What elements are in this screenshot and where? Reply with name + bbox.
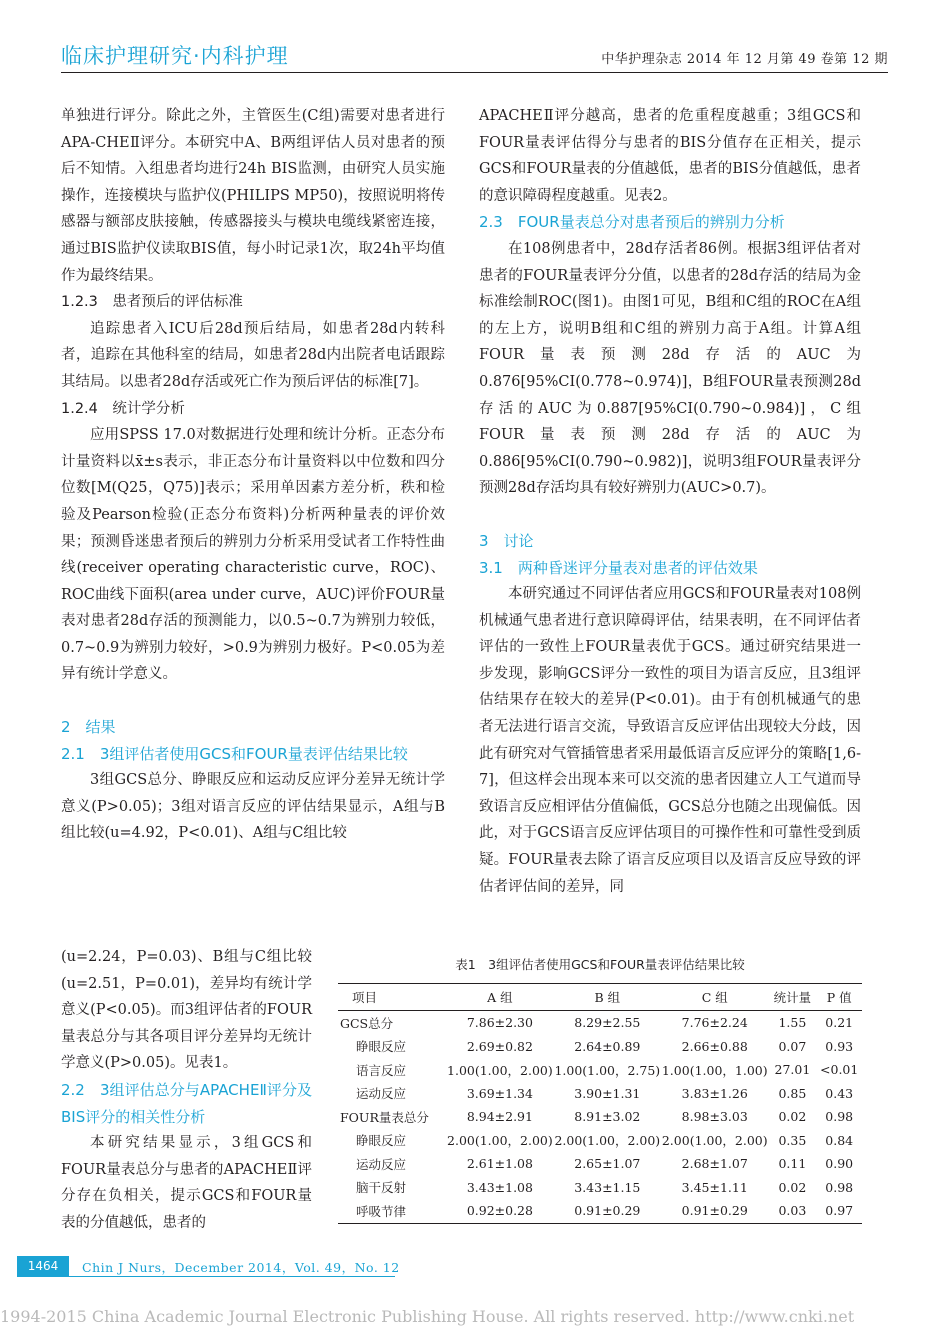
table-cell-a: 2.69±0.82: [466, 1038, 533, 1054]
section-heading: 2 结果: [61, 718, 116, 737]
table-cell-a: 2.61±1.08: [466, 1156, 533, 1172]
results-table: [338, 983, 862, 1224]
table-row: [338, 1058, 862, 1082]
right-column: [479, 103, 861, 900]
table-cell-c: 7.76±2.24: [681, 1015, 748, 1031]
table-row: [338, 1035, 862, 1059]
table-cell-c: 2.68±1.07: [681, 1156, 748, 1172]
table-cell-item: 运动反应: [356, 1156, 407, 1172]
table-cell-a: 3.43±1.08: [466, 1179, 533, 1195]
table-cell-b: 8.91±3.02: [574, 1109, 641, 1125]
table-cell-b: 3.90±1.31: [574, 1085, 641, 1101]
table-cell-c: 1.00(1.00，1.00): [661, 1062, 768, 1078]
table-cell-a: 0.92±0.28: [466, 1203, 533, 1219]
subsection-heading: 1.2.3 患者预后的评估标准: [61, 294, 243, 311]
paragraph: (u=2.24，P=0.03)、B组与C组比较(u=2.51，P=0.01)，差异均有统计学意义(P<0.05)。而3组评估者的FOUR量表总分与其各项目评分差异均无统计学意义(P>0.05)。见表1。: [61, 949, 312, 1072]
table-cell-b: 3.43±1.15: [574, 1179, 641, 1195]
table-cell-p: 0.93: [825, 1038, 854, 1054]
paragraph: 本研究通过不同评估者应用GCS和FOUR量表对108例机械通气患者进行意识障碍评估，结果表明，在不同评估者评估的一致性上FOUR量表优于GCS。通过研究结果进一步发现，影响GCS评分一致性的项目为语言反应，且3组评估结果存在较大的差异(P<0.01)。由于有创机械通气的患者无法进行语言交流，导致语言反应评估出现较大分歧，因此有研究对气管插管患者采用最低语言反应评分的策略[1,6-7]，但这样会出现本来可以交流的患者因建立人工气道而导致语言反应相评估分值偏低，GCS总分也随之出现偏低。因此，对于GCS语言反应评估项目的可操作性和可靠性受到质疑。FOUR量表去除了语言反应项目以及语言反应导致的评估者评估间的差异，同: [479, 586, 861, 895]
col-header-statistic: 统计量: [773, 990, 812, 1005]
table-caption: 表1 3组评估者使用GCS和FOUR量表评估结果比较: [455, 957, 745, 972]
table-cell-stat: 0.02: [778, 1179, 807, 1195]
paragraph: 应用SPSS 17.0对数据进行处理和统计分析。正态分布计量资料以x̄±s表示，非正态分布计量资料以中位数和四分位数[M(Q25，Q75)]表示；采用单因素方差分析，秩和检验及Pearson检验(正态分布资料)分析两种量表的评价效果；预测昏迷患者预后的辨别力分析采用受试者工作特性曲线(receiver operating characteristic curve，ROC)、ROC曲线下面积(area under curve，AUC)评价FOUR量表对患者28d存活的预测能力，以0.5~0.7为辨别力较低，0.7~0.9为辨别力较好，>0.9为辨别力极好。P<0.05为差异有统计学意义。: [61, 427, 445, 683]
paragraph: APACHEⅡ评分越高，患者的危重程度越重；3组GCS和FOUR量表评估得分与患者的BIS分值存在正相关，提示GCS和FOUR量表的分值越低，患者的BIS分值越低，患者的意识障碍程度越重。见表2。: [479, 108, 861, 204]
running-head-journal: 中华护理杂志 2014 年 12 月第 49 卷第 12 期: [601, 52, 888, 67]
table-cell-c: 3.45±1.11: [681, 1179, 748, 1195]
table-cell-c: 3.83±1.26: [681, 1085, 748, 1101]
table-cell-item: 脑干反射: [356, 1180, 407, 1196]
paragraph: 追踪患者入ICU后28d预后结局，如患者28d内转科者，追踪在其他科室的结局，如患者28d内出院者电话跟踪其结局。以患者28d存活或死亡作为预后评估的标准[7]。: [61, 320, 445, 390]
table-cell-a: 3.69±1.34: [466, 1085, 533, 1101]
table-cell-b: 2.65±1.07: [574, 1156, 641, 1172]
table-cell-a: 7.86±2.30: [466, 1015, 533, 1031]
subsection-heading: 1.2.4 统计学分析: [61, 400, 185, 417]
table-cell-b: 0.91±0.29: [574, 1203, 641, 1219]
table-cell-stat: 0.03: [778, 1203, 807, 1219]
table-row: [338, 1082, 862, 1106]
paragraph: 单独进行评分。除此之外，主管医生(C组)需要对患者进行APA-CHEⅡ评分。本研究中A、B两组评估人员对患者的预后不知情。入组患者均进行24h BIS监测，由研究人员实施操作，连接模块与监护仪(PHILIPS MP50)，按照说明将传感器与额部皮肤接触，传感器接头与模块电缆线紧密连接，通过BIS监护仪读取BIS值，每小时记录1次，取24h平均值作为最终结果。: [61, 108, 445, 284]
table-cell-p: 0.84: [825, 1132, 854, 1148]
table-cell-p: 0.43: [825, 1085, 854, 1101]
table-cell-p: <0.01: [820, 1062, 859, 1078]
table-cell-stat: 27.01: [774, 1062, 811, 1078]
running-head-section: 临床护理研究·内科护理: [61, 44, 289, 68]
table-cell-b: 1.00(1.00，2.75): [554, 1062, 661, 1078]
table-cell-b: 2.00(1.00，2.00): [554, 1133, 661, 1149]
table-row: [338, 1105, 862, 1129]
table-cell-item: 睁眼反应: [356, 1039, 407, 1055]
table-cell-a: 8.94±2.91: [466, 1109, 533, 1125]
table-cell-p: 0.21: [825, 1015, 854, 1031]
table-row: [338, 1176, 862, 1200]
table-cell-item: 呼吸节律: [356, 1203, 407, 1219]
col-header-group-c: C 组: [701, 990, 728, 1005]
table-row: [338, 1199, 862, 1223]
col-header-group-a: A 组: [487, 990, 513, 1005]
table-header-row: [338, 984, 862, 1011]
table-cell-p: 0.90: [825, 1156, 854, 1172]
table-cell-stat: 0.85: [778, 1085, 807, 1101]
table-cell-stat: 0.11: [778, 1156, 807, 1172]
table-cell-p: 0.98: [825, 1109, 854, 1125]
header-rule: [61, 72, 888, 73]
section-heading: 2.3 FOUR量表总分对患者预后的辨别力分析: [479, 213, 785, 232]
table-cell-item: 运动反应: [356, 1086, 407, 1102]
col-header-p-value: P 值: [826, 990, 852, 1005]
table-cell-c: 0.91±0.29: [681, 1203, 748, 1219]
table-cell-stat: 0.02: [778, 1109, 807, 1125]
left-column: [61, 103, 445, 847]
table-cell-item: 语言反应: [356, 1062, 407, 1078]
section-heading: 2.2 3组评估总分与APACHEⅡ评分及BIS评分的相关性分析: [61, 1080, 312, 1126]
paragraph: 在108例患者中，28d存活者86例。根据3组评估者对患者的FOUR量表评分分值，以患者的28d存活的结局为金标准绘制ROC(图1)。由图1可见，B组和C组的ROC在A组的左上方，说明B组和C组的辨别力高于A组。计算A组FOUR量表预测28d存活的AUC为0.876[95%CI(0.778~0.974)]，B组FOUR量表预测28d存活的AUC为0.887[95%CI(0.790~0.984)]，C组FOUR量表预测28d存活的AUC为0.886[95%CI(0.790~0.982)]，说明3组FOUR量表评分预测28d存活均具有较好辨别力(AUC>0.7)。: [479, 240, 861, 497]
table-cell-b: 8.29±2.55: [574, 1015, 641, 1031]
section-heading: 2.1 3组评估者使用GCS和FOUR量表评估结果比较: [61, 744, 408, 763]
section-heading: 3.1 两种昏迷评分量表对患者的评估效果: [479, 558, 758, 577]
table-cell-item: GCS总分: [340, 1015, 394, 1031]
section-heading: 3 讨论: [479, 531, 534, 550]
table-cell-p: 0.97: [825, 1203, 854, 1219]
table-row: [338, 1011, 862, 1035]
table-cell-p: 0.98: [825, 1179, 854, 1195]
table-cell-a: 2.00(1.00，2.00): [447, 1133, 553, 1149]
footer-citation: Chin J Nurs，December 2014，Vol. 49，No. 12: [82, 1260, 400, 1275]
left-lower-column: [61, 944, 312, 1237]
copyright-watermark: 1994-2015 China Academic Journal Electronic Publishing House. All rights reserved. http://www.cnki.net: [0, 1307, 855, 1326]
paragraph: 本研究结果显示，3组GCS和FOUR量表总分与患者的APACHEⅡ评分存在负相关，提示GCS和FOUR量表的分值越低，患者的: [61, 1135, 312, 1231]
spacer: [61, 688, 445, 714]
table-row: [338, 1152, 862, 1176]
col-header-item: 项目: [352, 990, 378, 1005]
spacer: [479, 502, 861, 528]
paragraph: 3组GCS总分、睁眼反应和运动反应评分差异无统计学意义(P>0.05)；3组对语言反应的评估结果显示，A组与B组比较(u=4.92，P<0.01)、A组与C组比较: [61, 772, 445, 842]
table-cell-item: 睁眼反应: [356, 1133, 407, 1149]
table-cell-c: 8.98±3.03: [681, 1109, 748, 1125]
footer-rule: [17, 1276, 395, 1277]
table-cell-c: 2.00(1.00，2.00): [661, 1133, 768, 1149]
table-cell-stat: 1.55: [778, 1015, 807, 1031]
table-cell-item: FOUR量表总分: [340, 1109, 429, 1125]
table-cell-b: 2.64±0.89: [574, 1038, 641, 1054]
table-body: [338, 1011, 862, 1224]
table-cell-a: 1.00(1.00，2.00): [447, 1062, 553, 1078]
table-cell-c: 2.66±0.88: [681, 1038, 748, 1054]
table-row: [338, 1129, 862, 1153]
table-cell-stat: 0.35: [778, 1132, 807, 1148]
col-header-group-b: B 组: [594, 990, 621, 1005]
table-cell-stat: 0.07: [778, 1038, 807, 1054]
page-number-badge: 1464: [17, 1256, 69, 1276]
